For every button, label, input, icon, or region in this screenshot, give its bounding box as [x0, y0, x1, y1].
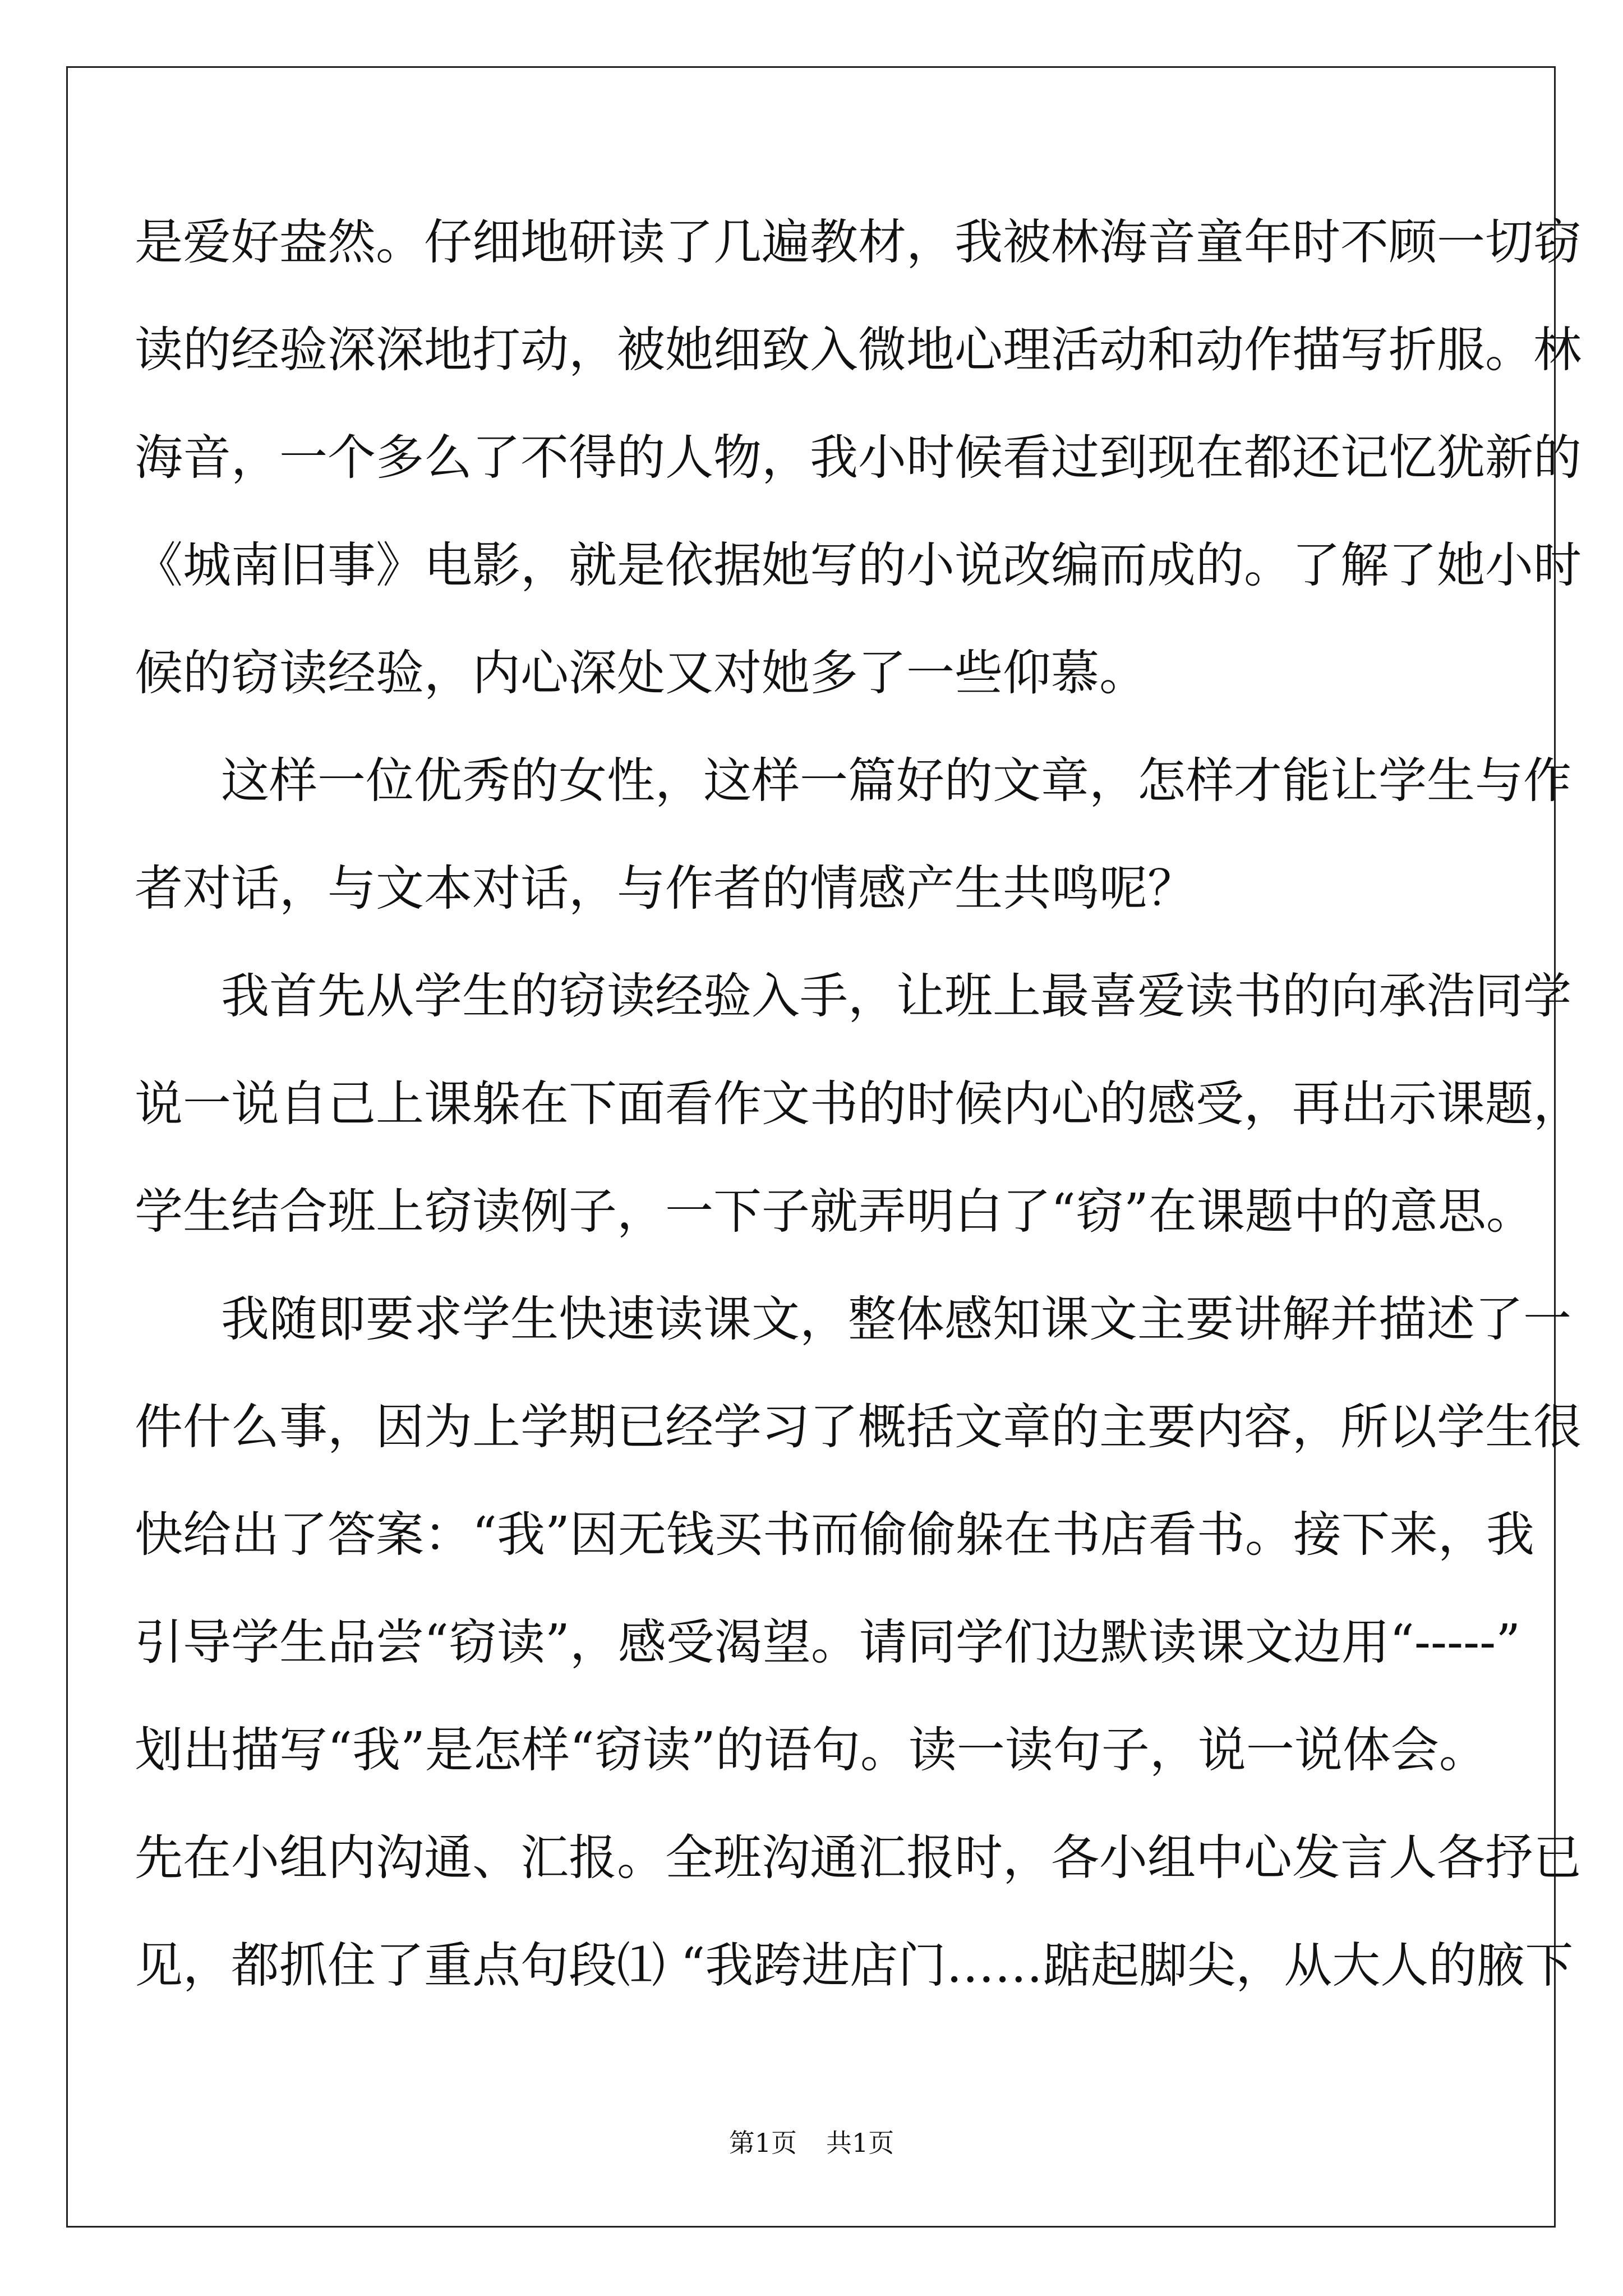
text-line: 《城南旧事》电影，就是依据她写的小说改编而成的。了解了她小时	[135, 537, 1581, 593]
page-frame	[66, 66, 1556, 2228]
text-line: 学生结合班上窃读例子，一下子就弄明白了“窃”在课题中的意思。	[135, 1184, 1534, 1240]
text-line: 者对话，与文本对话，与作者的情感产生共鸣呢？	[135, 861, 1196, 917]
text-line: 我随即要求学生快速读课文，整体感知课文主要讲解并描述了一	[221, 1291, 1571, 1347]
text-line: 划出描写“我”是怎样“窃读”的语句。读一读句子，说一说体会。	[135, 1722, 1487, 1778]
text-line: 候的窃读经验，内心深处又对她多了一些仰慕。	[135, 645, 1147, 701]
text-line: 这样一位优秀的女性，这样一篇好的文章，怎样才能让学生与作	[221, 753, 1571, 809]
text-line: 快给出了答案：“我”因无钱买书而偷偷躲在书店看书。接下来，我	[135, 1507, 1534, 1563]
text-line: 海音，一个多么了不得的人物，我小时候看过到现在都还记忆犹新的	[135, 430, 1581, 486]
text-line: 见，都抓住了重点句段⑴ “我跨进店门……踮起脚尖，从大人的腋下	[135, 1938, 1574, 1994]
text-line: 件什么事，因为上学期已经学习了概括文章的主要内容，所以学生很	[135, 1399, 1581, 1455]
text-line: 说一说自己上课躲在下面看作文书的时候内心的感受，再出示课题，	[135, 1076, 1581, 1132]
text-line: 是爱好盎然。仔细地研读了几遍教材，我被林海音童年时不顾一切窃	[135, 214, 1581, 270]
page-footer	[0, 2126, 1623, 2160]
text-line: 引导学生品尝“窃读”，感受渴望。请同学们边默读课文边用“-----”	[135, 1614, 1521, 1671]
page-total-label: 共1页	[826, 2128, 895, 2158]
page-number-label: 第1页	[728, 2128, 797, 2158]
text-line: 读的经验深深地打动，被她细致入微地心理活动和动作描写折服。林	[135, 322, 1581, 378]
text-line: 我首先从学生的窃读经验入手，让班上最喜爱读书的向承浩同学	[221, 968, 1571, 1024]
text-line: 先在小组内沟通、汇报。全班沟通汇报时，各小组中心发言人各抒已	[135, 1830, 1581, 1886]
